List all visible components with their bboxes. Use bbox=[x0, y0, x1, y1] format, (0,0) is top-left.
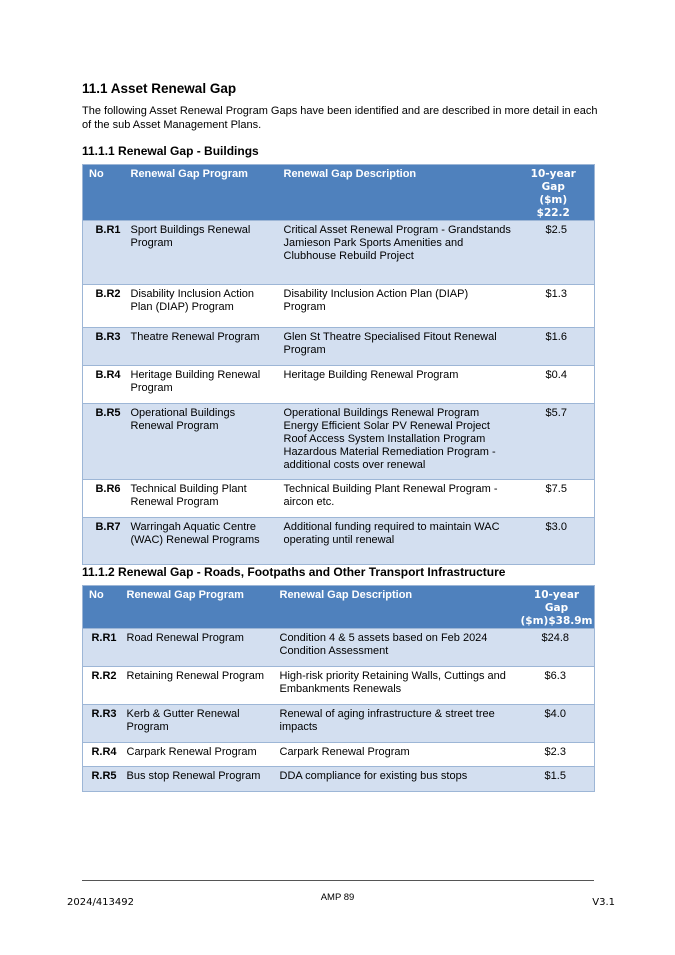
row-description: Operational Buildings Renewal Program Energy Efficient Solar PV Renewal Project Roof Access System Installation Program Hazardous Material Remediation Program - additional costs over renewal bbox=[278, 404, 519, 480]
table-row bbox=[83, 328, 595, 366]
row-number: B.R6 bbox=[83, 480, 125, 518]
row-gap-value: $5.7 bbox=[519, 404, 595, 480]
buildings-heading: 11.1.1 Renewal Gap - Buildings bbox=[82, 144, 259, 158]
row-gap-value: $0.4 bbox=[519, 366, 595, 404]
col-gap-header bbox=[517, 586, 595, 629]
row-number: B.R2 bbox=[83, 285, 125, 328]
row-number: R.R3 bbox=[83, 705, 121, 743]
row-gap-value: $3.0 bbox=[519, 518, 595, 565]
col-gap-header bbox=[519, 165, 595, 221]
roads-table-body bbox=[83, 629, 595, 792]
row-description: Heritage Building Renewal Program bbox=[278, 366, 519, 404]
col-desc-header: Renewal Gap Description bbox=[278, 165, 519, 221]
row-description: Condition 4 & 5 assets based on Feb 2024 Condition Assessment bbox=[274, 629, 517, 667]
table-row bbox=[83, 285, 595, 328]
row-gap-value: $2.3 bbox=[517, 743, 595, 767]
row-program: Theatre Renewal Program bbox=[125, 328, 278, 366]
footer-divider bbox=[82, 880, 594, 881]
row-number: B.R1 bbox=[83, 221, 125, 285]
row-description: Glen St Theatre Specialised Fitout Renewal Program bbox=[278, 328, 519, 366]
row-gap-value: $2.5 bbox=[519, 221, 595, 285]
table-row bbox=[83, 366, 595, 404]
row-program: Disability Inclusion Action Plan (DIAP) Program bbox=[125, 285, 278, 328]
row-program: Warringah Aquatic Centre (WAC) Renewal Programs bbox=[125, 518, 278, 565]
row-description: Disability Inclusion Action Plan (DIAP) Program bbox=[278, 285, 519, 328]
table-row bbox=[83, 667, 595, 705]
col-no-header: No bbox=[83, 586, 121, 629]
row-number: R.R2 bbox=[83, 667, 121, 705]
document-reference: 2024/413492 bbox=[67, 897, 134, 908]
col-program-header: Renewal Gap Program bbox=[121, 586, 274, 629]
row-number: B.R7 bbox=[83, 518, 125, 565]
buildings-table-body bbox=[83, 221, 595, 565]
gap-header-line2: ($m) $22.2 bbox=[536, 194, 570, 219]
row-number: B.R3 bbox=[83, 328, 125, 366]
table-row bbox=[83, 404, 595, 480]
col-program-header: Renewal Gap Program bbox=[125, 165, 278, 221]
row-gap-value: $1.3 bbox=[519, 285, 595, 328]
row-description: Critical Asset Renewal Program - Grandstands Jamieson Park Sports Amenities and Clubhouse Rebuild Project bbox=[278, 221, 519, 285]
row-description: Renewal of aging infrastructure & street tree impacts bbox=[274, 705, 517, 743]
intro-paragraph: The following Asset Renewal Program Gaps have been identified and are described in more detail in each of the sub Asset Management Plans. bbox=[82, 105, 598, 131]
row-number: R.R1 bbox=[83, 629, 121, 667]
buildings-table bbox=[82, 164, 595, 565]
table-row bbox=[83, 705, 595, 743]
row-program: Operational Buildings Renewal Program bbox=[125, 404, 278, 480]
row-program: Heritage Building Renewal Program bbox=[125, 366, 278, 404]
col-desc-header: Renewal Gap Description bbox=[274, 586, 517, 629]
row-program: Road Renewal Program bbox=[121, 629, 274, 667]
page-number: AMP 89 bbox=[320, 892, 355, 903]
row-program: Technical Building Plant Renewal Program bbox=[125, 480, 278, 518]
row-number: R.R4 bbox=[83, 743, 121, 767]
row-description: Carpark Renewal Program bbox=[274, 743, 517, 767]
table-header-row bbox=[83, 165, 595, 221]
row-program: Retaining Renewal Program bbox=[121, 667, 274, 705]
row-program: Carpark Renewal Program bbox=[121, 743, 274, 767]
table-row bbox=[83, 480, 595, 518]
row-description: Additional funding required to maintain WAC operating until renewal bbox=[278, 518, 519, 565]
table-row bbox=[83, 518, 595, 565]
row-gap-value: $1.6 bbox=[519, 328, 595, 366]
row-gap-value: $24.8 bbox=[517, 629, 595, 667]
col-no-header: No bbox=[83, 165, 125, 221]
table-row bbox=[83, 767, 595, 792]
table-row bbox=[83, 221, 595, 285]
roads-table bbox=[82, 585, 595, 792]
row-gap-value: $7.5 bbox=[519, 480, 595, 518]
row-number: B.R5 bbox=[83, 404, 125, 480]
section-title: 11.1 Asset Renewal Gap bbox=[82, 81, 237, 96]
row-number: B.R4 bbox=[83, 366, 125, 404]
row-gap-value: $6.3 bbox=[517, 667, 595, 705]
row-description: DDA compliance for existing bus stops bbox=[274, 767, 517, 792]
version-label: V3.1 bbox=[592, 897, 615, 908]
row-program: Kerb & Gutter Renewal Program bbox=[121, 705, 274, 743]
gap-header-line1: 10-year Gap bbox=[530, 168, 576, 193]
row-description: Technical Building Plant Renewal Program - aircon etc. bbox=[278, 480, 519, 518]
table-row bbox=[83, 743, 595, 767]
gap-header-line2: ($m)$38.9m bbox=[520, 615, 593, 627]
row-program: Sport Buildings Renewal Program bbox=[125, 221, 278, 285]
table-header-row bbox=[83, 586, 595, 629]
row-gap-value: $4.0 bbox=[517, 705, 595, 743]
gap-header-line1: 10-year Gap bbox=[533, 589, 580, 614]
row-description: High-risk priority Retaining Walls, Cuttings and Embankments Renewals bbox=[274, 667, 517, 705]
table-row bbox=[83, 629, 595, 667]
row-gap-value: $1.5 bbox=[517, 767, 595, 792]
roads-heading: 11.1.2 Renewal Gap - Roads, Footpaths and Other Transport Infrastructure bbox=[82, 565, 506, 579]
row-number: R.R5 bbox=[83, 767, 121, 792]
row-program: Bus stop Renewal Program bbox=[121, 767, 274, 792]
